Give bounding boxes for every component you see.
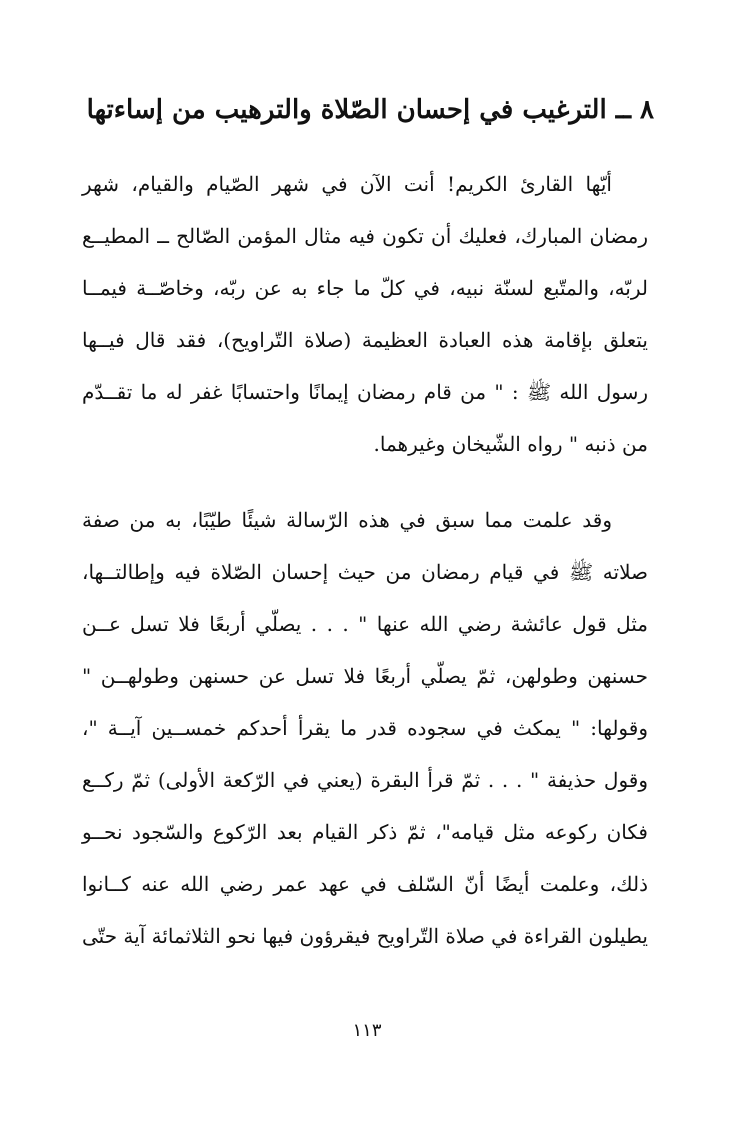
paragraph-line: يطيلون القراءة في صلاة التّراويح فيقرؤون فيها نحو الثلاثمائة آية حتّى	[81, 924, 648, 948]
paragraph-line: رمضان المبارك، فعليك أن تكون فيه مثال المؤمن الصّالح ــ المطيــع	[82, 224, 648, 248]
paragraph-line: وقول حذيفة " . . . ثمّ قرأ البقرة (يعني في الرّكعة الأولى) ثمّ ركــع	[82, 768, 648, 792]
section-heading: ٨ ــ الترغيب في إحسان الصّلاة والترهيب من إساءتها	[86, 95, 654, 125]
paragraph-line: من ذنبه " رواه الشّيخان وغيرهما.	[373, 432, 648, 456]
paragraph-line: صلاته ﷺ في قيام رمضان من حيث إحسان الصّلاة فيه وإطالتــها،	[82, 560, 648, 584]
paragraph-1	[82, 158, 648, 470]
paragraph-line: مثل قول عائشة رضي الله عنها " . . . يصلّي أربعًا فلا تسل عــن	[82, 612, 648, 636]
paragraph-line: يتعلق بإقامة هذه العبادة العظيمة (صلاة التّراويح)، فقد قال فيــها	[82, 328, 648, 352]
page-number: ١١٣	[352, 1020, 382, 1041]
paragraph-line: لربّه، والمتّبع لسنّة نبيه، في كلّ ما جاء به عن ربّه، وخاصّــة فيمــا	[82, 276, 648, 300]
paragraph-line: فكان ركوعه مثل قيامه"، ثمّ ذكر القيام بعد الرّكوع والسّجود نحــو	[82, 820, 648, 844]
paragraph-line: وقد علمت مما سبق في هذه الرّسالة شيئًا طيّبًا، به من صفة	[82, 508, 612, 532]
paragraph-line: وقولها: " يمكث في سجوده قدر ما يقرأ أحدكم خمســين آيــة "،	[82, 716, 648, 740]
paragraph-line: أيّها القارئ الكريم! أنت الآن في شهر الصّيام والقيام، شهر	[82, 172, 612, 196]
paragraph-line: حسنهن وطولهن، ثمّ يصلّي أربعًا فلا تسل عن حسنهن وطولهــن "	[82, 664, 648, 688]
paragraph-line: ذلك، وعلمت أيضًا أنّ السّلف في عهد عمر رضي الله عنه كــانوا	[82, 872, 648, 896]
paragraph-line: رسول الله ﷺ : " من قام رمضان إيمانًا واحتسابًا غفر له ما تقــدّم	[82, 380, 648, 404]
paragraph-2	[82, 494, 648, 962]
